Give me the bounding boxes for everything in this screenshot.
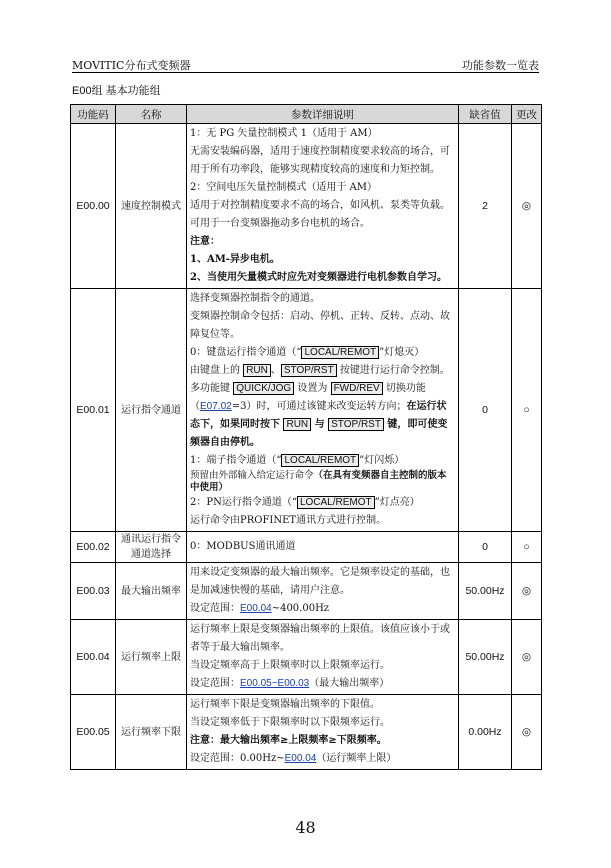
table-row: [71, 695, 542, 770]
desc-line: 运行命令由PROFINET通讯方式进行控制。: [190, 515, 387, 526]
param-default: 50.00Hz: [459, 563, 512, 620]
param-name: 通讯运行指令通道选择: [116, 532, 187, 563]
param-change: ○: [512, 532, 542, 563]
local-remot-key: LOCAL/REMOT: [297, 496, 375, 509]
local-remot-key: LOCAL/REMOT: [281, 454, 359, 467]
desc-range: 设定范围：E00.04~400.00Hz: [190, 603, 330, 614]
link-e00-04[interactable]: E00.04: [240, 603, 272, 614]
desc-range: 设定范围：E00.05~E00.03（最大输出频率）: [190, 678, 390, 689]
param-change: ◎: [512, 620, 542, 695]
desc-line: 选择变频器控制指令的通道。: [190, 293, 320, 304]
param-code: E00.02: [71, 532, 116, 563]
col-header-default: 缺省值: [459, 105, 512, 124]
col-header-desc: 参数详细说明: [187, 105, 459, 124]
table-row: [71, 563, 542, 620]
table-row: [71, 124, 542, 289]
page-header: [72, 54, 539, 73]
header-left: MOVITIC分布式变频器: [72, 59, 191, 72]
param-default: 0: [459, 532, 512, 563]
table-header-row: [71, 105, 542, 124]
desc-line: 由键盘上的 RUN 、 STOP/RST 按键进行运行命令控制。: [190, 365, 450, 376]
param-code: E00.03: [71, 563, 116, 620]
desc-line: （E07.02=3）时，可通过该键来改变运转方向；在运行状态下，如果同时按下 RUN 与 STOP/RST 键，即可使变频器自由停机。: [190, 401, 448, 448]
desc-note: 1、AM-异步电机。: [190, 254, 280, 265]
desc-note: 2、当使用矢量模式时应先对变频器进行电机参数自学习。: [190, 272, 447, 283]
quick-jog-key: QUICK/JOG: [233, 382, 294, 395]
param-default: 0: [459, 289, 512, 532]
header-right: 功能参数一览表: [462, 59, 539, 72]
desc-line: 用来设定变频器的最大输出频率。它是频率设定的基础，也是加减速快慢的基础，请用户注意。: [190, 567, 450, 596]
param-default: 0.00Hz: [459, 695, 512, 770]
desc-line: 运行频率下限是变频器输出频率的下限值。: [190, 699, 380, 710]
desc-line: 当设定频率低于下限频率时以下限频率运行。: [190, 717, 390, 728]
desc-note-heading: 注意：: [190, 236, 220, 247]
desc-line: 1：端子指令通道（“ LOCAL/REMOT ”灯闪烁）: [190, 455, 405, 466]
param-desc: 0：MODBUS通讯通道: [187, 532, 459, 563]
stop-rst-key: STOP/RST: [281, 364, 337, 377]
param-name: 运行频率下限: [116, 695, 187, 770]
param-desc: [187, 620, 459, 695]
param-name: 运行频率上限: [116, 620, 187, 695]
desc-line: 0：键盘运行指令通道（“ LOCAL/REMOT ”灯熄灭）: [190, 347, 425, 358]
table-row: [71, 289, 542, 532]
param-desc: [187, 289, 459, 532]
param-code: E00.01: [71, 289, 116, 532]
desc-line: 运行频率上限是变频器输出频率的上限值。该值应该小于或者等于最大输出频率。: [190, 624, 450, 653]
param-change: ○: [512, 289, 542, 532]
desc-line: 预留由外部输入给定运行命令（在具有变频器自主控制的版本中使用）: [190, 470, 447, 493]
param-default: 50.00Hz: [459, 620, 512, 695]
param-default: 2: [459, 124, 512, 289]
param-name: 最大输出频率: [116, 563, 187, 620]
desc-line: 当设定频率高于上限频率时以上限频率运行。: [190, 660, 390, 671]
param-name: 运行指令通道: [116, 289, 187, 532]
desc-line: 2：空间电压矢量控制模式（适用于 AM）: [190, 182, 378, 193]
desc-line: 适用于对控制精度要求不高的场合，如风机、泵类等负载。可用于一台变频器拖动多台电机的场合。: [190, 200, 450, 229]
desc-line: 无需安装编码器，适用于速度控制精度要求较高的场合，可用于所有功率段，能够实现精度较高的速度和力矩控制。: [190, 146, 450, 175]
fwd-rev-key: FWD/REV: [331, 382, 383, 395]
col-header-change: 更改: [512, 105, 542, 124]
param-desc: [187, 695, 459, 770]
param-change: ◎: [512, 695, 542, 770]
param-code: E00.05: [71, 695, 116, 770]
param-name: 速度控制模式: [116, 124, 187, 289]
local-remot-key: LOCAL/REMOT: [301, 346, 379, 359]
desc-line: 变频器控制命令包括：启动、停机、正转、反转、点动、故障复位等。: [190, 311, 450, 340]
link-e00-05-e00-03[interactable]: E00.05~E00.03: [240, 678, 310, 689]
param-desc: [187, 563, 459, 620]
param-code: E00.00: [71, 124, 116, 289]
desc-line: 1：无 PG 矢量控制模式 1（适用于 AM）: [190, 128, 378, 139]
stop-rst-key: STOP/RST: [328, 418, 384, 431]
desc-line: 2：PN运行指令通道（“ LOCAL/REMOT ”灯点亮）: [190, 497, 420, 508]
param-change: ◎: [512, 563, 542, 620]
param-code: E00.04: [71, 620, 116, 695]
link-e07-02[interactable]: E07.02: [200, 401, 232, 412]
page-number: 48: [295, 818, 316, 837]
col-header-code: 功能码: [71, 105, 116, 124]
run-key: RUN: [243, 364, 271, 377]
col-header-name: 名称: [116, 105, 187, 124]
param-change: ◎: [512, 124, 542, 289]
parameter-table: [70, 104, 542, 770]
run-key: RUN: [283, 418, 311, 431]
table-row: [71, 620, 542, 695]
table-row: [71, 532, 542, 563]
param-desc: [187, 124, 459, 289]
link-e00-04[interactable]: E00.04: [284, 753, 317, 764]
desc-range: 设定范围：0.00Hz~E00.04（运行频率上限）: [190, 753, 397, 764]
section-title: E00组 基本功能组: [72, 85, 161, 97]
desc-line: 多功能键 QUICK/JOG 设置为 FWD/REV 切换功能: [190, 383, 426, 394]
desc-note: 注意：最大输出频率≥上限频率≥下限频率。: [190, 735, 387, 746]
